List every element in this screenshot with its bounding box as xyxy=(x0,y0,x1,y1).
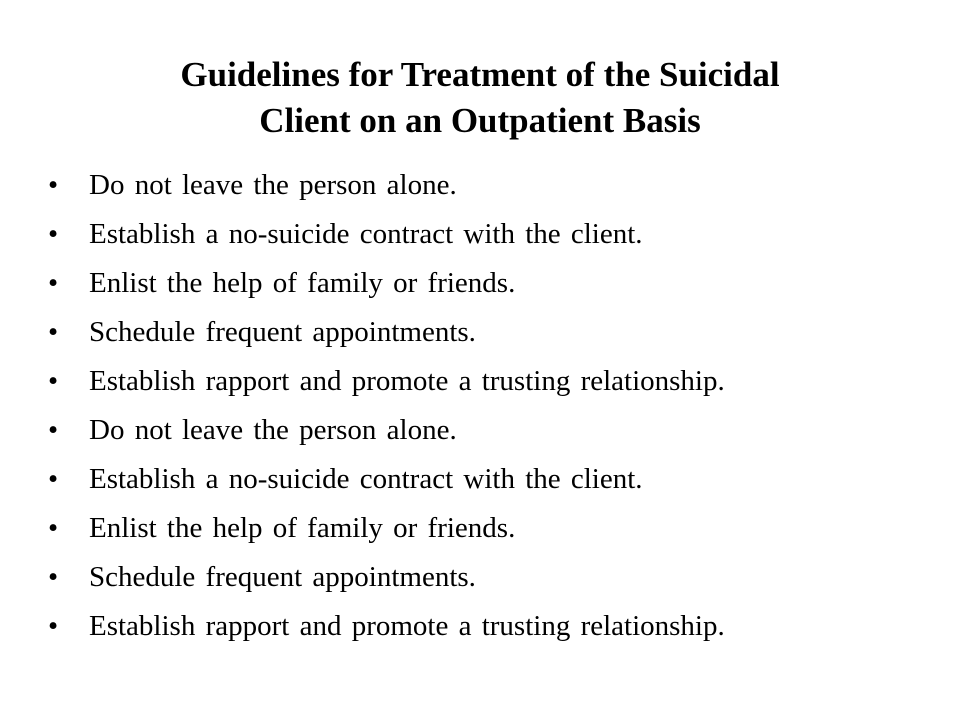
bullet-item xyxy=(48,409,928,458)
bullet-item xyxy=(48,213,928,262)
slide-title xyxy=(60,52,900,144)
bullet-icon: • xyxy=(48,463,59,495)
bullet-icon: • xyxy=(48,365,59,397)
bullet-item xyxy=(48,164,928,213)
bullet-text: Establish a no-suicide contract with the client. xyxy=(89,218,643,250)
bullet-text: Schedule frequent appointments. xyxy=(89,561,476,593)
bullet-text: Do not leave the person alone. xyxy=(89,414,457,446)
bullet-text: Enlist the help of family or friends. xyxy=(89,267,516,299)
bullet-icon: • xyxy=(48,267,59,299)
bullet-text: Establish rapport and promote a trusting relationship. xyxy=(89,610,725,642)
bullet-text: Establish a no-suicide contract with the client. xyxy=(89,463,643,495)
bullet-text: Do not leave the person alone. xyxy=(89,169,457,201)
bullet-item xyxy=(48,605,928,654)
bullet-item xyxy=(48,262,928,311)
bullet-item xyxy=(48,360,928,409)
bullet-icon: • xyxy=(48,610,59,642)
bullet-text: Enlist the help of family or friends. xyxy=(89,512,516,544)
bullet-item xyxy=(48,311,928,360)
bullet-text: Establish rapport and promote a trusting relationship. xyxy=(89,365,725,397)
slide-title-line-1: Guidelines for Treatment of the Suicidal xyxy=(180,55,780,94)
bullet-item xyxy=(48,556,928,605)
bullet-item xyxy=(48,458,928,507)
bullet-item xyxy=(48,507,928,556)
bullet-icon: • xyxy=(48,512,59,544)
slide-title-line-2: Client on an Outpatient Basis xyxy=(259,101,701,140)
bullet-icon: • xyxy=(48,316,59,348)
bullet-text: Schedule frequent appointments. xyxy=(89,316,476,348)
bullet-icon: • xyxy=(48,218,59,250)
bullet-icon: • xyxy=(48,169,59,201)
bullet-icon: • xyxy=(48,414,59,446)
bullet-icon: • xyxy=(48,561,59,593)
bullet-list xyxy=(48,164,928,654)
